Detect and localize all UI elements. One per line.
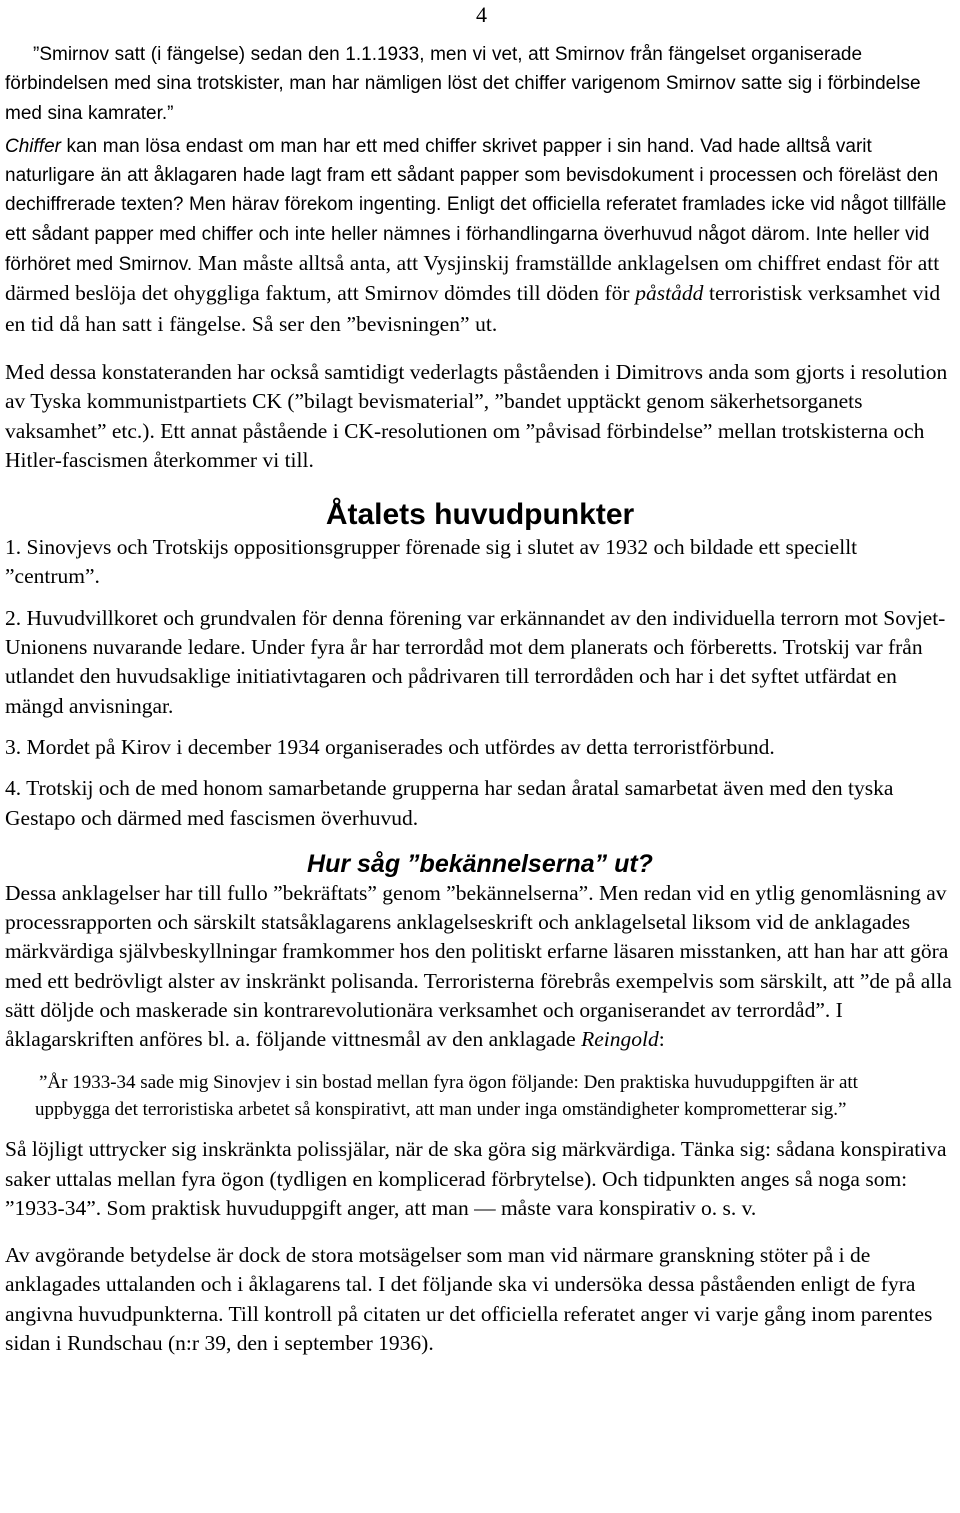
paragraph-chiffer: [5, 132, 955, 340]
section-heading-main: Åtalets huvudpunkter: [325, 498, 635, 532]
paragraph-motsagelser: Av avgörande betydelse är dock de stora motsägelser som man vid närmare granskning stöter på i de anklagades uttalanden och i åklagarens tal. I det följande ska vi undersöka dessa påståenden enligt de fyra angivna huvudpunkterna. Till kontroll på citaten ur det officiella referatet anger vi varje gång inom parentes sidan i Rundschau (n:r 39, den i september 1936).: [5, 1243, 933, 1355]
paragraph-chiffer-end: terroristisk verksamhet vid en tid då han satt i fängelse. Så ser den ”bevisningen” ut.: [5, 281, 941, 336]
block-quote-rest: Den praktiska huvuduppgiften är att uppbygga det terroristiska arbetet så konspirativt, att man under inga omständigheter komprometterar sig.”: [35, 1071, 858, 1120]
paragraph-chiffer-serif-text: Man måste alltså anta, att Vysjinskij framställde anklagelsen om chiffret endast för att därmed beslöja det ohyggliga faktum, att Smirnov dömdes till döden för: [5, 251, 940, 306]
italic-name-reingold: Reingold: [581, 1027, 659, 1052]
section-heading-sub: Hur såg ”bekännelserna” ut?: [307, 849, 653, 878]
list-item-point-1: 1. Sinovjevs och Trotskijs oppositionsgrupper förenade sig i slutet av 1932 och bildade ett speciellt ”centrum”.: [5, 535, 858, 589]
document-body: [5, 40, 955, 1358]
quote-paragraph-smirnov: ”Smirnov satt (i fängelse) sedan den 1.1.1933, men vi vet, att Smirnov från fängelset organiserade förbindelsen med sina trotskister, man har nämligen löst det chiffer varigenom Smirnov satte sig i förbindelse med sina kamrater.”: [5, 44, 921, 124]
paragraph-bekannelserna-text: Dessa anklagelser har till fullo ”bekräftats” genom ”bekännelserna”. Men redan vid en ytlig genomläsning av processrapporten och särskilt statsåklagarens anklagelseskrift och anklagelsetal liksom vid de anklagades märkvärdiga självbeskyllningar framkommer hos den politiskt erfarne läsaren misstanken, att han har att göra med ett bedrövligt alster av inskränkt polisanda. Terroristerna förebrås exempelvis som särskilt, att ”de på alla sätt döljde och maskerade sin kontrarevolutionära verksamhet och organiserandet av terrordåd”. I åklagarskriften anföres bl. a. följande vittnesmål av den anklagade: [5, 880, 952, 1052]
list-item-point-2: 2. Huvudvillkoret och grundvalen för denna förening var erkännandet av den individuella terrorn mot Sovjet-Unionens nuvarande ledare. Under fyra år har terrordåd mot dem planerats och förberetts. Trotskij var från utlandet den huvudsaklige initiativtagaren och pådrivaren till terrordåden och har i det syftet utfärdat en mängd anvisningar.: [5, 605, 946, 718]
italic-word-pastadd: påstådd: [635, 281, 704, 306]
list-item-point-3: 3. Mordet på Kirov i december 1934 organiserades och utfördes av detta terroristförbund.: [5, 734, 775, 759]
list-item-point-4: 4. Trotskij och de med honom samarbetande grupperna har sedan åratal samarbetat även med den tyska Gestapo och därmed med fascismen överhuvud.: [5, 776, 894, 830]
block-quote-reingold: [35, 1069, 935, 1124]
paragraph-bekannelserna: [5, 879, 955, 1055]
page-number: 4: [476, 2, 487, 27]
paragraph-bekannelserna-end: :: [658, 1027, 665, 1052]
paragraph-dimitrov: Med dessa konstateranden har också samtidigt vederlagts påståenden i Dimitrovs anda som gjorts i resolution av Tyska kommunistpartiets CK (”bilagt bevismaterial”, ”bandet upptäckt genom säkerhetsorganets vaksamhet” etc.). Ett annat påstående i CK-resolutionen om ”påvisad förbindelse” mellan trotskisterna och Hitler-fascismen återkommer vi till.: [5, 359, 948, 472]
paragraph-polissjalar: Så löjligt uttrycker sig inskränkta polissjälar, när de ska göra sig märkvärdiga. Tänka sig: sådana konspirativa saker uttalas mellan fyra ögon (tydligen en komplicerad förbrytelse). Och tidpunkten anges så noga som: ”1933-34”. Som praktisk huvuduppgift anger, att man — måste vara konspirativ o. s. v.: [5, 1137, 947, 1220]
paragraph-chiffer-text: kan man lösa endast om man har ett med chiffer skrivet papper i sin hand. Vad hade alltså varit naturligare än att åklagaren hade lagt fram ett sådant papper som bevisdokument i processen och föreläst den dechiffrerade texten? Men härav förekom ingenting. Enligt det officiella referatet framlades icke vid något tillfälle ett sådant papper med chiffer och inte heller nämnes i förhandlingarna överhuvud något därom. Inte heller vid förhöret med Smirnov.: [5, 135, 947, 276]
block-quote-start: ”År 1933-34 sade mig Sinovjev i sin bostad mellan fyra ögon följande:: [39, 1071, 579, 1093]
italic-word-chiffer: Chiffer: [5, 135, 61, 157]
